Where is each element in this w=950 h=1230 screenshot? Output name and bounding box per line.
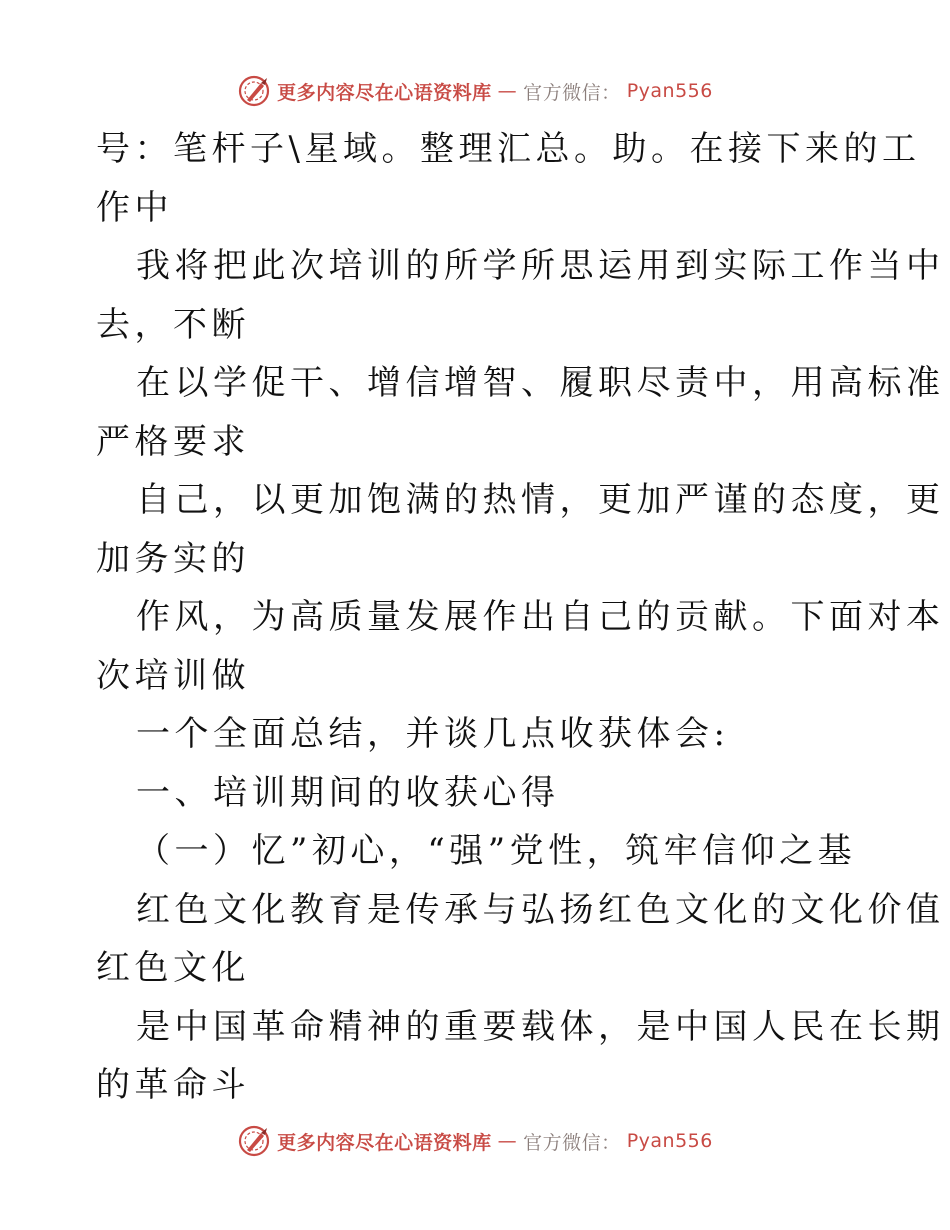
text-line: 作中 xyxy=(96,187,173,228)
text-line: 在以学促干、增信增智、履职尽责中，用高标准 xyxy=(136,363,945,403)
quill-pen-logo-icon xyxy=(237,74,271,108)
watermark-wechat-id: Pyan556 xyxy=(626,80,713,102)
text-line: 是中国革命精神的重要载体，是中国人民在长期 xyxy=(136,1006,945,1047)
footer-watermark xyxy=(0,1121,950,1161)
text-line: 次培训做 xyxy=(96,655,250,696)
text-line: 一、培训期间的收获心得 xyxy=(136,772,560,813)
text-line: 自己，以更加饱满的热情，更加严谨的态度，更 xyxy=(136,480,945,520)
quill-pen-logo-icon xyxy=(237,1124,271,1158)
watermark-separator: — xyxy=(497,80,518,102)
text-line: 号：笔杆子\星域。整理汇总。助。在接下来的工 xyxy=(96,129,921,169)
text-line: 加务实的 xyxy=(96,538,250,579)
text-line: 红色文化教育是传承与弘扬红色文化的文化价值 xyxy=(136,889,945,930)
watermark-label: 官方微信： xyxy=(523,1131,621,1154)
watermark-main-text: 更多内容尽在心语资料库 xyxy=(277,1131,492,1154)
text-line: 红色文化 xyxy=(96,948,250,988)
watermark-label: 官方微信： xyxy=(523,81,621,104)
text-line: 去，不断 xyxy=(96,304,250,345)
text-line: 作风，为高质量发展作出自己的贡献。下面对本 xyxy=(136,597,945,637)
text-line: （一）忆”初心，“强”党性，筑牢信仰之基 xyxy=(136,831,857,871)
text-line: 我将把此次培训的所学所思运用到实际工作当中 xyxy=(136,246,945,286)
header-watermark xyxy=(0,71,950,111)
text-line: 严格要求 xyxy=(96,421,250,462)
watermark-wechat-id: Pyan556 xyxy=(626,1130,713,1152)
text-line: 一个全面总结，并谈几点收获体会: xyxy=(136,714,730,754)
document-body xyxy=(96,120,945,1115)
watermark-main-text: 更多内容尽在心语资料库 xyxy=(277,81,492,104)
text-line: 的革命斗 xyxy=(96,1065,250,1105)
watermark-separator: — xyxy=(497,1130,518,1152)
